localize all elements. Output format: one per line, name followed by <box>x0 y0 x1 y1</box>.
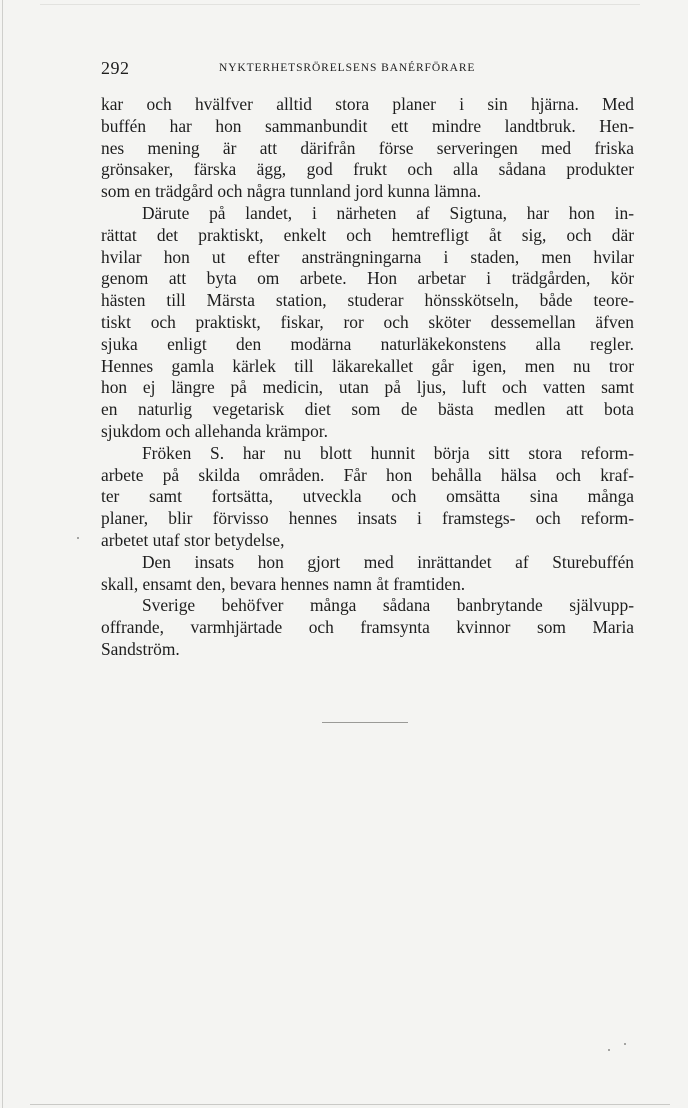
text-line: grönsaker, färska ägg, god frukt och alla sådana produkter <box>101 159 634 180</box>
text-line: Den insats hon gjort med inrättandet af Sturebuffén <box>142 551 634 572</box>
text-line: hästen till Märsta station, studerar hönsskötseln, både teore- <box>101 290 634 311</box>
running-title: NYKTERHETSRÖRELSENS BANÉRFÖRARE <box>219 62 476 74</box>
text-line: Därute på landet, i närheten af Sigtuna, har hon in- <box>142 202 634 223</box>
text-line: arbete på skilda områden. Får hon behålla hälsa och kraf- <box>101 464 634 485</box>
body-text <box>101 94 634 661</box>
page-edge-left <box>2 0 3 1108</box>
text-line: kar och hvälfver alltid stora planer i sin hjärna. Med <box>101 94 634 114</box>
text-line: nes mening är att därifrån förse serveringen med friska <box>101 137 634 158</box>
section-divider <box>322 722 408 723</box>
text-line: buffén har hon sammanbundit ett mindre landtbruk. Hen- <box>101 115 634 136</box>
page-header <box>101 58 633 82</box>
text-line: rättat det praktiskt, enkelt och hemtrefligt åt sig, och där <box>101 224 634 245</box>
page-speck <box>77 537 79 539</box>
text-line: hon ej längre på medicin, utan på ljus, luft och vatten samt <box>101 377 634 398</box>
text-line: sjuka enligt den modärna naturläkekonstens alla regler. <box>101 333 634 354</box>
page-speck <box>608 1049 610 1051</box>
text-line: skall, ensamt den, bevara hennes namn åt framtiden. <box>101 573 466 594</box>
text-line: hvilar hon ut efter ansträngningarna i staden, men hvilar <box>101 246 634 267</box>
page-edge-top <box>40 4 640 5</box>
page-speck <box>624 1043 626 1045</box>
page-edge-bottom <box>30 1104 670 1105</box>
text-line: Sandström. <box>101 638 180 659</box>
text-line: som en trädgård och några tunnland jord kunna lämna. <box>101 181 482 202</box>
text-line: Sverige behöfver många sådana banbrytande självupp- <box>142 595 634 616</box>
text-line: tiskt och praktiskt, fiskar, ror och sköter dessemellan äfven <box>101 311 634 332</box>
page-number: 292 <box>101 58 130 78</box>
text-line: sjukdom och allehanda krämpor. <box>101 420 328 441</box>
text-line: arbetet utaf stor betydelse, <box>101 529 285 550</box>
text-line: en naturlig vegetarisk diet som de bästa medlen att bota <box>101 399 634 420</box>
text-line: genom att byta om arbete. Hon arbetar i trädgården, kör <box>101 268 634 289</box>
text-line: ter samt fortsätta, utveckla och omsätta sina många <box>101 486 634 507</box>
text-line: Hennes gamla kärlek till läkarekallet går igen, men nu tror <box>101 355 634 376</box>
text-line: planer, blir förvisso hennes insats i framstegs- och reform- <box>101 508 634 529</box>
text-line: Fröken S. har nu blott hunnit börja sitt stora reform- <box>142 442 634 463</box>
text-line: offrande, varmhjärtade och framsynta kvinnor som Maria <box>101 617 634 638</box>
